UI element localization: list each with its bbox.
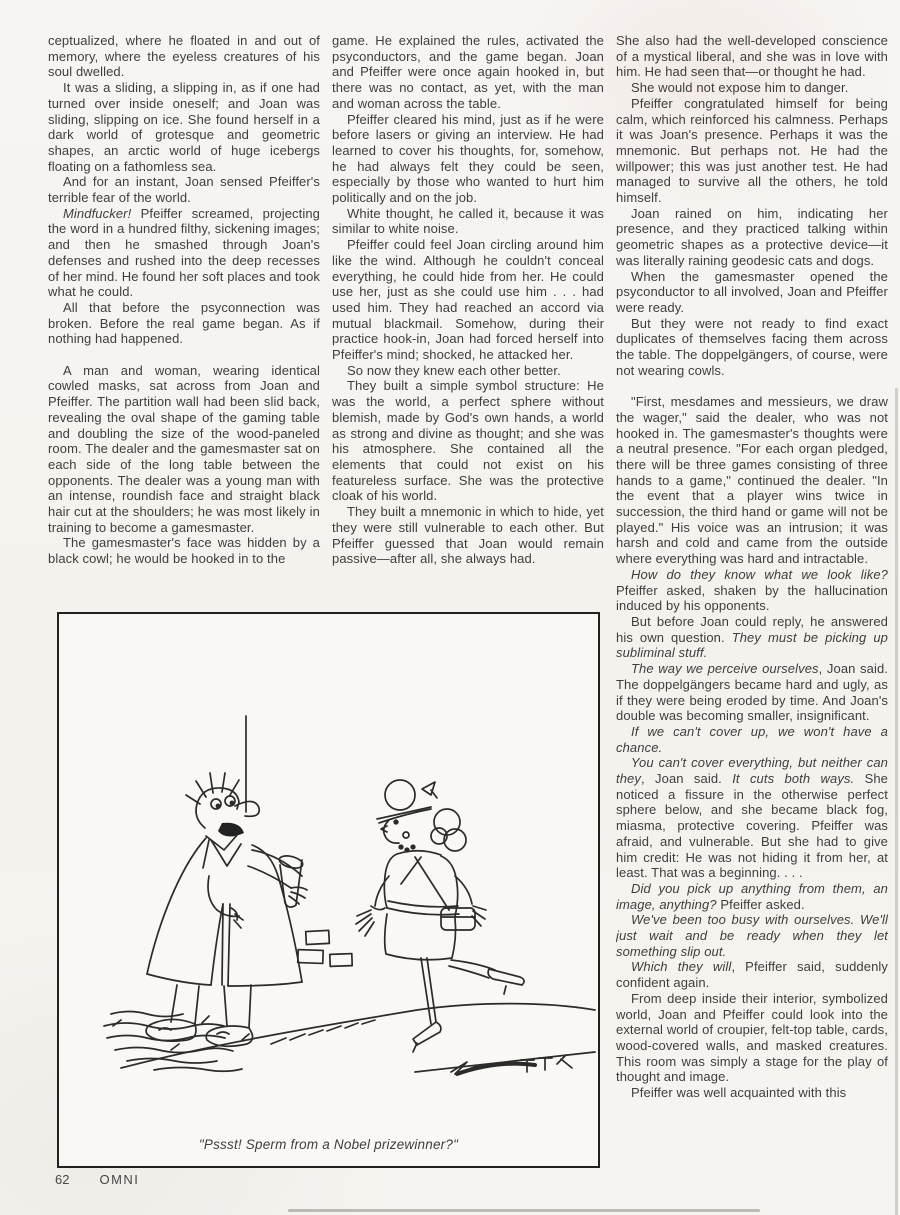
woman-figure	[356, 780, 524, 1052]
woman-strap	[401, 857, 449, 910]
paragraph: A man and woman, wearing identical cowled masks, sat across from Joan and Pfeiffer. The partition wall had been slid back, revealing the oval shape of the gaming table and doubling the size of the wood-paneled room. The dealer and the gamesmaster sat on each side of the long table between the opponents. The dealer was a young man with an intense, roundish face and straight black hair cut at the shoulders; he was most likely in training to become a gamesmaster.	[48, 362, 320, 535]
paragraph: From deep inside their interior, symbolized world, Joan and Pfeiffer could look into the external world of croupier, felt-top table, cards, wood-covered walls, and masked creatures. This room was simply a stage for the play of thought and image.	[616, 990, 888, 1085]
paragraph: They built a mnemonic in which to hide, yet they were still vulnerable to each other. But Pfeiffer guessed that Joan would remain passive—after all, she always had.	[332, 504, 604, 567]
paragraph: If we can't cover up, we won't have a chance.	[616, 723, 888, 755]
woman-skirt	[385, 914, 456, 960]
woman-hat-bow	[422, 782, 437, 798]
man-tucked-arm	[208, 876, 243, 928]
paragraph: White thought, he called it, because it was similar to white noise.	[332, 205, 604, 237]
paragraph: How do they know what we look like? Pfeiffer asked, shaken by the hallucination induced by his opponents.	[616, 566, 888, 614]
woman-handbag	[441, 908, 475, 930]
paragraph: We've been too busy with ourselves. We'll just wait and be ready when they let something slip out.	[616, 912, 888, 959]
paragraph: Mindfucker! Pfeiffer screamed, projecting the word in a hundred filthy, sickening images; and then he smashed through Joan's defenses and rushed into the deep recesses of her mind. He found her soft places and took what he could.	[48, 205, 320, 300]
woman-standing-leg	[421, 958, 436, 1024]
paragraph: Pfeiffer was well acquainted with this	[631, 1085, 847, 1101]
bricks	[298, 930, 352, 966]
paragraph: And for an instant, Joan sensed Pfeiffer's terrible fear of the world.	[48, 174, 320, 206]
woman-pump-shoe	[413, 1022, 441, 1052]
right-edge-shadow	[895, 388, 898, 1215]
paragraph: You can't cover everything, but neither can they, Joan said. It cuts both ways. She noticed a fissure in the otherwise perfect sphere below, and she became black fog, miasma, protective covering. Pfeiffer was afraid, and vulnerable. But she had to give him credit: He was not hiding it from her, at least. That was a beginning. . . .	[616, 755, 888, 881]
man-legs	[171, 985, 251, 1028]
paragraph: When the gamesmaster opened the psyconductor to all involved, Joan and Pfeiffer were ready.	[616, 268, 888, 315]
woman-left-hand	[356, 910, 374, 936]
man-collar	[203, 834, 238, 868]
man-coat	[147, 838, 206, 974]
paragraph: Joan rained on him, indicating her presence, and they practiced talking within geometric shapes as a protective device—it was literally raining geodesic cats and dogs.	[616, 205, 888, 268]
bottom-edge-shadow	[288, 1209, 760, 1212]
page-footer	[55, 1172, 139, 1187]
text-column-left	[48, 33, 320, 605]
cartoon-box	[57, 612, 600, 1168]
paragraph: "First, mesdames and messieurs, we draw the wager," said the dealer, who was not hooked in. The gamesmaster's thoughts were a neutral presence. "For each organ pledged, there will be three games consisting of three hands to a game," continued the dealer. "In the event that a player wins twice in succession, the third hand or game will not be played." His voice was an intrusion; it was harsh and cold and came from the outside where everything was hard and intractable.	[616, 394, 888, 567]
paragraph: So now they knew each other better.	[347, 362, 561, 378]
woman-flat-shoe	[488, 969, 524, 994]
paragraph: The gamesmaster's face was hidden by a black cowl; he would be hooked in to the	[48, 535, 320, 567]
woman-hair-curl	[434, 809, 460, 835]
magazine-title: OMNI	[99, 1172, 140, 1187]
text-column-right	[616, 33, 888, 1193]
text-column-middle	[332, 33, 604, 605]
paragraph: Did you pick up anything from them, an image, anything? Pfeiffer asked.	[616, 880, 888, 912]
paragraph: Which they will, Pfeiffer said, suddenly confident again.	[616, 959, 888, 991]
woman-hat-crown	[385, 780, 415, 810]
man-mouth	[218, 823, 244, 837]
paragraph: Pfeiffer cleared his mind, just as if he were before lasers or giving an interview. He had learned to cover his thoughts, for, somehow, he had always felt they could be seen, especially by those who wanted to hurt him politically and on the job.	[332, 111, 604, 206]
paragraph: She also had the well-developed conscience of a mystical liberal, and she was in love with him. He had seen that—or thought he had.	[616, 33, 888, 80]
man-figure	[146, 773, 307, 1046]
paragraph: ceptualized, where he floated in and out of memory, where the eyeless creatures of his soul dwelled.	[48, 33, 320, 80]
paragraph: Pfeiffer could feel Joan circling around him like the wind. Although he couldn't conceal everything, he could hide from her. He could use her, just as she could use him . . . had used him. They had reached an accord via mutual blackmail. Somehow, during their practice hook-in, Joan had forced herself into Pfeiffer's mind; shocked, he attacked her.	[332, 237, 604, 363]
paragraph: But they were not ready to find exact duplicates of themselves facing them across the table. The doppelgängers, of course, were not wearing cowls.	[616, 315, 888, 378]
artist-signature	[451, 1055, 572, 1074]
paragraph: It was a sliding, a slipping in, as if one had turned over inside oneself; and Joan was sliding, slipping on ice. She found herself in a dark world of grotesque and geometric shapes, an arctic world of huge icebergs floating on a fathomless sea.	[48, 80, 320, 174]
paragraph: game. He explained the rules, activated the psyconductors, and the game began. Joan and Pfeiffer were once again hooked in, but there was no contact, as yet, with the man and woman across the table.	[332, 33, 604, 111]
cartoon-illustration	[59, 614, 598, 1166]
paragraph: They built a simple symbol structure: He was the world, a perfect sphere without blemish, made by God's own hands, a world as strong and divine as thought; and she was his atmosphere. She contained all the elements that could not exist on his featureless surface. She was the protective cloak of his world.	[332, 378, 604, 504]
paragraph: But before Joan could reply, he answered his own question. They must be picking up subliminal stuff.	[616, 614, 888, 661]
cartoon-caption: "Pssst! Sperm from a Nobel prizewinner?"	[198, 1137, 459, 1152]
paragraph: She would not expose him to danger.	[631, 80, 849, 96]
man-nose	[235, 801, 259, 816]
woman-earring	[403, 832, 409, 838]
paragraph: All that before the psyconnection was broken. Before the real game began. As if nothing had happened.	[48, 299, 320, 347]
page-number: 62	[55, 1172, 70, 1187]
paragraph: The way we perceive ourselves, Joan said. The doppelgängers became hard and ugly, as if they were being eroded by time. And Joan's double was becoming smaller, insignificant.	[616, 661, 888, 724]
paragraph: Pfeiffer congratulated himself for being calm, which reinforced his calmness. Perhaps it was Joan's presence. Perhaps it was the mnemonic. But perhaps not. He had the willpower; this was just another test. He had managed to survive all the others, he told himself.	[616, 95, 888, 206]
